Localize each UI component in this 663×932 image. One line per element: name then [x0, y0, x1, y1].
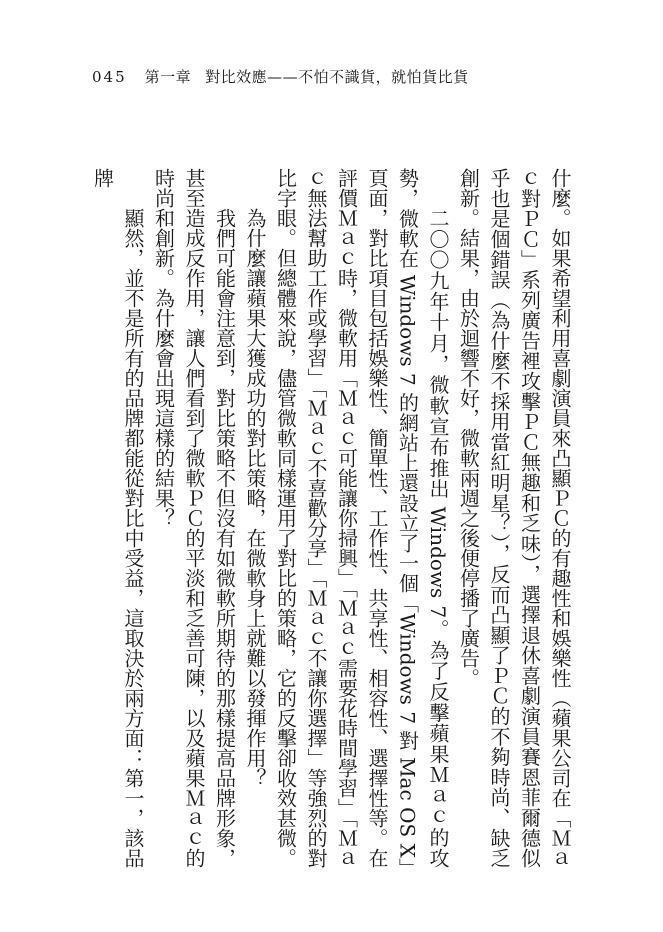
chapter-label: 第一章	[144, 68, 192, 86]
paragraph: 二〇〇九年十月，微軟宣布推出 Windows 7。為了反擊蘋果Ｍａｃ的攻勢，微軟在 Windows 7 的網站上還設立了一個「Windows 7 對 Mac OS X」頁面，對比項目包括娛樂性、簡單性、工作性、共享性、相容性、選擇性等。在評價Ｍａｃ時，微軟用「Ｍａｃ可能讓你掃興」「Ｍａｃ需要花時間學習」「Ｍａｃ無法幫助工作或學習」「Ｍａｃ不喜歡分享」「Ｍａｃ不讓你選擇」等強烈的對比字眼。但總體來說，儘管微軟同樣運用了對比的策略，它的反擊卻收效甚微。	[273, 168, 450, 868]
paragraph: 什麼。如果希望利用喜劇演員來凸顯ＰＣ的有趣性和娛樂性（蘋果公司在「Ｍａｃ對ＰＣ」系列廣告裡攻擊ＰＣ無趣和乏味），選擇退休喜劇演員賽恩菲爾德似乎也是個錯誤（為什麼不採用當紅明星？），反而凸顯了ＰＣ的不夠時尚、缺乏創新。結果，由於迴響不好，微軟兩週之後便停播了廣告。	[456, 168, 572, 868]
paragraph: 顯然，並不是所有的品牌都能從對比中受益，這取決於兩方面：第一，該品牌	[90, 168, 145, 868]
paragraph: 我們可能會注意到，對比策略不但沒有如微軟所期待的那樣提高品牌形象，甚至造成反作用，讓人們看到了微軟ＰＣ的平淡和乏善可陳，以及蘋果Ｍａｃ的時尚和創新。為什麼會出現這樣的結果？	[151, 168, 237, 868]
running-header	[92, 66, 469, 87]
paragraph: 為什麼讓蘋果大獲成功的對比策略，在微軟身上就難以發揮作用？	[243, 208, 267, 788]
page-number: 045	[92, 68, 127, 86]
body-text	[90, 168, 575, 868]
chapter-title: 對比效應——不怕不識貨，就怕貨比貨	[205, 68, 469, 86]
